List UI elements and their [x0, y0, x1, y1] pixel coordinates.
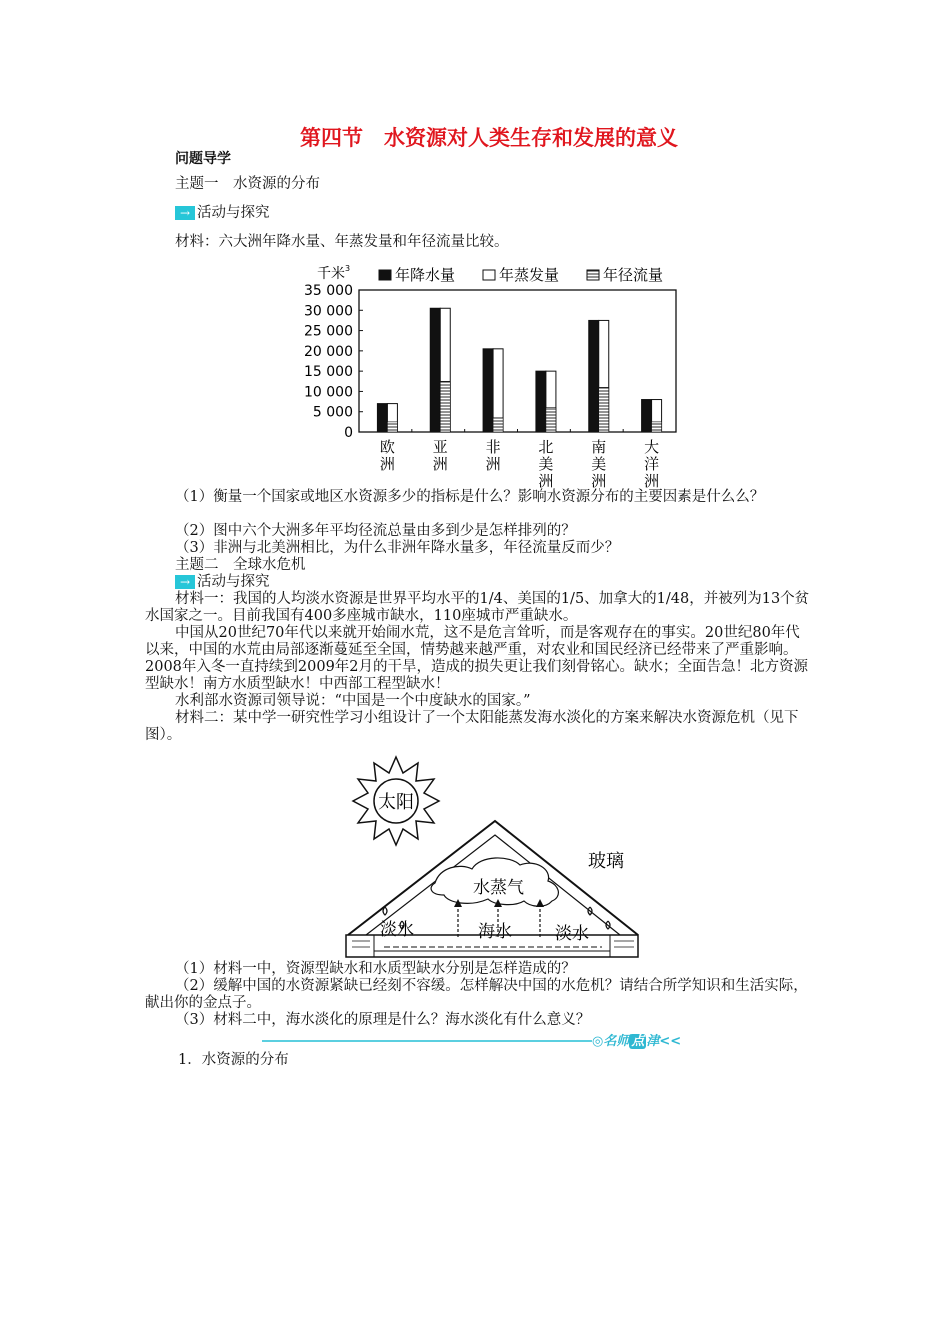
- x-category-label: 大: [644, 438, 660, 456]
- x-category-label: 非: [485, 438, 501, 456]
- topic1-question-2: （2）图中六个大洲多年平均径流总量由多到少是怎样排列的？: [175, 523, 576, 539]
- x-category-label: 洲: [538, 472, 554, 490]
- topic1-activity: [175, 205, 270, 222]
- bar-precipitation: [483, 349, 493, 432]
- desalination-diagram: [340, 755, 640, 960]
- legend-label: 年降水量: [395, 266, 456, 284]
- x-category-label: 洲: [644, 472, 660, 490]
- x-category-label: 南: [591, 438, 607, 456]
- x-category-label: 洲: [485, 455, 501, 473]
- plot-frame: [359, 290, 676, 432]
- x-category-label: 美: [538, 455, 554, 473]
- vapor-label: 水蒸气: [473, 878, 524, 898]
- x-category-label: 洋: [644, 455, 660, 473]
- x-category-label: 欧: [379, 438, 395, 456]
- bar-precipitation: [430, 308, 440, 432]
- page-title: 第四节 水资源对人类生存和发展的意义: [300, 126, 678, 150]
- topic1-question-1: （1）衡量一个国家或地区水资源多少的指标是什么？影响水资源分布的主要因素是什么么？: [175, 489, 765, 505]
- legend-swatch: [483, 270, 495, 280]
- topic1-question-3: （3）非洲与北美洲相比，为什么非洲年降水量多，年径流量反而少？: [175, 540, 620, 556]
- y-tick-label: 25 000: [304, 323, 353, 340]
- topic2-activity: [175, 574, 270, 591]
- topic1-material: 材料：六大洲年降水量、年蒸发量和年径流量比较。: [175, 234, 509, 250]
- bar-precipitation: [536, 371, 546, 432]
- sea-water-label: 海水: [478, 922, 512, 942]
- legend-label: 年径流量: [603, 266, 664, 284]
- x-category-label: 亚: [432, 438, 448, 456]
- legend-swatch: [379, 270, 391, 280]
- bar-runoff: [387, 422, 397, 432]
- arrow-icon: →: [175, 206, 195, 220]
- badge-suffix: 津: [646, 1034, 660, 1049]
- fresh-water-right-label: 淡水: [555, 924, 589, 944]
- legend-label: 年蒸发量: [499, 266, 560, 284]
- bar-precipitation: [642, 400, 652, 432]
- section-1-heading: 1．水资源的分布: [178, 1052, 289, 1068]
- material1-c: 水利部水资源司领导说：“中国是一个中度缺水的国家。”: [175, 693, 531, 709]
- material1-b: 中国从20世纪70年代以来就开始闹水荒，这不是危言耸听，而是客观存在的事实。20世纪80年代以来，中国的水荒由局部逐渐蔓延至全国，情势越来越严重，对农业和国民经济已经带来了严重影响。2008年入冬一直持续到2009年2月的干旱，造成的损失更让我们刻骨铭心。缺水；全面告急！北方资源型缺水！南方水质型缺水！中西部工程型缺水！: [145, 625, 809, 692]
- y-tick-label: 15 000: [304, 364, 353, 381]
- y-tick-label: 10 000: [304, 384, 353, 401]
- x-category-label: 洲: [432, 455, 448, 473]
- y-unit-sup: 3: [345, 264, 351, 273]
- badge-highlight: 点: [631, 1034, 645, 1049]
- y-tick-label: 5 000: [312, 404, 353, 421]
- arrow-icon: →: [175, 575, 195, 589]
- x-category-label: 洲: [591, 472, 607, 490]
- legend-swatch: [587, 270, 599, 280]
- y-tick-label: 35 000: [304, 283, 353, 299]
- y-unit-label: 千米: [317, 266, 345, 282]
- sun-label: 太阳: [378, 792, 414, 813]
- topic2-heading: 主题二 全球水危机: [175, 557, 306, 573]
- y-tick-label: 30 000: [304, 303, 353, 320]
- bar-runoff: [493, 418, 503, 432]
- badge-prefix: ◎名师: [592, 1034, 630, 1049]
- glass-label: 玻璃: [588, 851, 624, 872]
- topic2-question-2: （2）缓解中国的水资源紧缺已经刻不容缓。怎样解决中国的水危机？请结合所学知识和生活实际，献出你的金点子。: [145, 978, 808, 1011]
- x-category-label: 北: [538, 438, 554, 456]
- bar-runoff: [440, 381, 450, 432]
- y-tick-label: 0: [344, 425, 353, 441]
- bar-runoff: [599, 387, 609, 432]
- activity-label: 活动与探究: [197, 574, 270, 590]
- bar-chart: [295, 258, 695, 490]
- bar-precipitation: [589, 320, 599, 432]
- bar-runoff: [546, 408, 556, 432]
- fresh-water-left-label: 淡水: [380, 920, 414, 940]
- y-tick-label: 20 000: [304, 343, 353, 360]
- badge-tail: <<: [659, 1034, 682, 1049]
- x-category-label: 洲: [379, 455, 395, 473]
- topic2-question-1: （1）材料一中，资源型缺水和水质型缺水分别是怎样造成的？: [175, 961, 576, 977]
- topic1-heading: 主题一 水资源的分布: [175, 176, 320, 192]
- sun-icon: [353, 757, 439, 845]
- guide-heading: 问题导学: [175, 151, 231, 167]
- teacher-note-divider: [262, 1040, 592, 1042]
- material2: 材料二：某中学一研究性学习小组设计了一个太阳能蒸发海水淡化的方案来解决水资源危机（见下图）。: [145, 710, 799, 743]
- teacher-note-badge: [592, 1030, 681, 1049]
- activity-label: 活动与探究: [197, 205, 270, 221]
- bar-runoff: [652, 422, 662, 432]
- topic2-question-3: （3）材料二中，海水淡化的原理是什么？海水淡化有什么意义？: [175, 1012, 591, 1028]
- x-category-label: 美: [591, 455, 607, 473]
- material1: 材料一：我国的人均淡水资源是世界平均水平的1/4、美国的1/5、加拿大的1/48，并被列为13个贫水国家之一。目前我国有400多座城市缺水，110座城市严重缺水。: [145, 591, 810, 624]
- bar-precipitation: [377, 404, 387, 432]
